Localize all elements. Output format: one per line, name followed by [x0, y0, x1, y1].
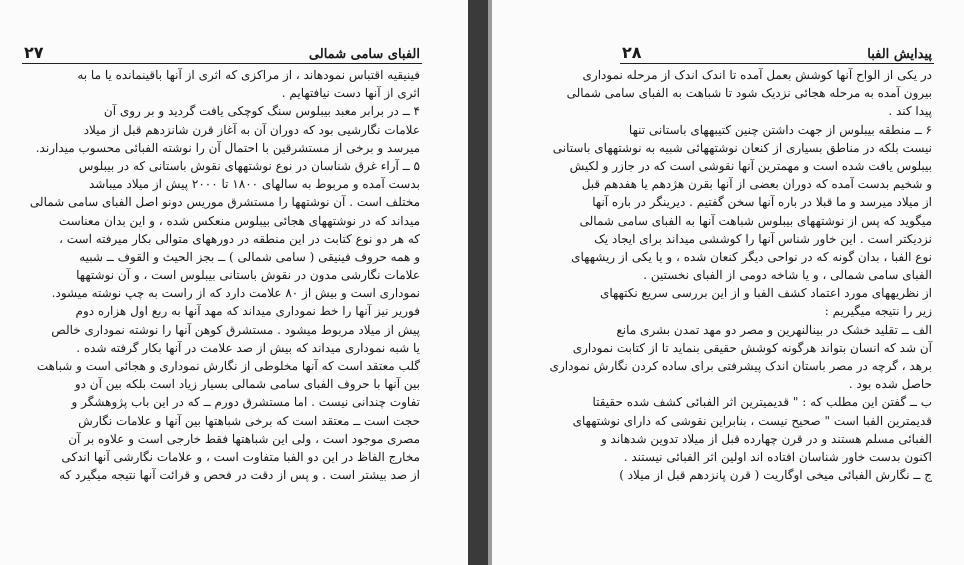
- text-line: قدیمترین الفبا است " صحیح نیست ، بنابراین نقوشی که دارای نوشتههای: [572, 413, 932, 428]
- text-line: پیش از میلاد مربوط میشود . مستشرق کوهن آنها را نوشته نموداری خالص: [51, 322, 420, 337]
- text-line: برهد ، گرچه در مصر باستان اندک پیشرفتی برای ساده کردن نگارش نموداری: [549, 359, 932, 373]
- text-line: الفبائی مسلم هستند و در قرن چهارده قبل از میلاد تدوین شدهاند و: [600, 431, 932, 446]
- text-line: الفبای سامی شمالی ، و یا شاخه دومی از الفبای نخستین .: [643, 268, 932, 283]
- text-line: علامات نگارشیی بود که دوران آن به آغاز قرن شانزدهم قبل از میلاد: [83, 122, 420, 137]
- text-line: بیبلوس یافت شده است و مهمترین آنها نقوشی است که در جازر و لکیش: [569, 158, 932, 173]
- left-page: [0, 0, 468, 565]
- text-line: از نظریههای مورد اعتماد کشف الفبا و از این بررسی سریع نکتههای: [600, 286, 932, 301]
- text-line: میرسد و برخی از مستشرقین با احتمال آن را نوشته الفبائی محسوب میدارند.: [35, 140, 420, 155]
- text-line: بین آنها با حروف الفبای سامی شمالی بسیار زیاد است بلکه بین آن دو: [74, 377, 420, 392]
- text-line: زیر را نتیجه میگیریم :: [824, 304, 932, 319]
- left-body-text: [24, 66, 420, 484]
- text-line: اکنون بدست خاور شناسان افتاده اند اولین اثر الفبائی نیستند .: [623, 449, 932, 464]
- text-line: علامات نگارشی مدون در نقوش باستانی بیبلوس است ، و آن نوشتهها: [76, 268, 420, 283]
- text-line: تفاوت چندانی نیست . اما مستشرق دورم ــ که در این باب پژوهشگر و: [71, 395, 420, 410]
- text-line: ۵ ــ آراء غرق شناسان در نوع نوشتههای نقوش باستانی که در بیبلوس: [78, 158, 420, 173]
- text-line: نزدیکتر است . این خاور شناس آنها را کوششی میداند برای ایجاد یک: [594, 231, 932, 246]
- page-number: ۲۷: [24, 43, 44, 62]
- text-line: اثری از آنها دست نیافتهایم .: [281, 86, 420, 101]
- right-body-text: [549, 66, 932, 484]
- left-page-header: [24, 42, 420, 62]
- page-number: ۲۸: [622, 43, 642, 62]
- text-line: نوع الفبا ، بدان گونه که در نواحی دیگر کنعان شده ، و یا یکی از ریشههای: [571, 249, 932, 264]
- running-title: الفبای سامی شمالی: [308, 47, 420, 62]
- text-line: در یکی از الواح آنها کوشش بعمل آمده تا اندک اندک از مرحله نموداری: [582, 68, 932, 82]
- text-line: از میلاد میرسد و ما قبلا در باره آنها سخن گفتیم . دیرینگر در باره آنها: [592, 195, 932, 210]
- text-line: فوریر نیز آنها را خط نموداری میداند که مهد آنها به ربع اول هزاره دوم: [75, 304, 420, 319]
- text-line: ۶ ــ منطقه بیبلوس از جهت داشتن چنین کتیبههای باستانی تنها: [628, 122, 932, 137]
- running-title: پیدایش الفبا: [867, 47, 932, 62]
- text-line: گلب معتقد است که آنها مخلوطی از نگارش نموداری و هجائی است و شباهت: [36, 359, 420, 373]
- text-line: مختلف است . آن نوشتهها را مستشرق موریس دونو اصل الفبای سامی شمالی: [29, 195, 420, 210]
- text-line: نموداری است و بیش از ۸۰ علامت دارد که از راست به چپ نوشته میشود.: [51, 286, 420, 301]
- right-page-header: [622, 42, 932, 62]
- text-line: ب ــ گفتن این مطلب که : " قدیمیترین اثر الفبائی کشف شده حقیقتا: [592, 395, 932, 410]
- text-line: میگوید که پس از نوشتههای بیبلوس شباهت آنها به الفبای سامی شمالی: [579, 213, 932, 228]
- text-line: که هر دو نوع کتابت در این منطقه در دورههای متوالی بکار میرفته است ،: [59, 231, 420, 246]
- text-line: بدست آمده و مربوط به سالهای ۱۸۰۰ تا ۲۰۰۰ پیش از میلاد میباشد: [89, 177, 420, 192]
- text-line: ۴ ــ در برابر معبد بیبلوس سنگ کوچکی یافت گردید و بر روی آن: [103, 104, 420, 119]
- text-line: مخارج الفاظ در این دو الفبا متفاوت است ، و علامات نگارشی آنها اندکی: [61, 449, 420, 464]
- text-line: یا شبه نموداری میداند که بیش از صد علامت در آنها بکار گرفته شده .: [76, 340, 420, 355]
- text-line: بیرون آمده به مرحله هجائی نزدیک شود تا شباهت به الفبای سامی شمالی: [566, 86, 932, 101]
- header-rule: [620, 63, 934, 64]
- header-rule: [22, 63, 422, 64]
- text-line: پیدا کند .: [888, 104, 932, 119]
- right-page: [492, 0, 964, 565]
- text-line: حجت است ــ معتقد است که برخی شباهتها بین آنها و علامات نگارش: [78, 413, 420, 428]
- text-line: الف ــ تقلید خشک در بینالنهرین و مصر دو مهد تمدن بشری مانع: [616, 322, 932, 337]
- text-line: مصری موجود است ، ولی این شباهتها فقط خارجی است و علاوه بر آن: [68, 431, 420, 446]
- text-line: حاصل شده بود .: [848, 377, 932, 392]
- text-line: از صد بیشتر است . و پس از دقت در فحص و قرائت آنها نتیجه میگیرد که: [59, 468, 420, 483]
- text-line: فینیقیه اقتباس نمودهاند ، از مراکزی که اثری از آنها باقینمانده یا ما به: [77, 68, 420, 82]
- text-line: ج ــ نگارش الفبائی میخی اوگاریت ( قرن پانزدهم قبل از میلاد ): [619, 468, 932, 483]
- text-line: نیست بلکه در مناطق بسیاری از کنعان نوشتههائی شبیه به نوشتههای باستانی: [552, 140, 932, 155]
- text-line: میداند که در نوشتههای هجائی بیبلوس منعکس شده ، و این بدان معناست: [58, 213, 420, 228]
- text-line: و شخیم بدست آمده که دوران بعضی از آنها بقرن هژدهم یا هفدهم قبل: [581, 177, 932, 192]
- text-line: آن شد که انسان بتواند هرگونه کوشش حقیقی بنماید تا از کتابت نموداری: [572, 340, 932, 355]
- text-line: و همه حروف فینیقی ( سامی شمالی ) ــ بجز الحیث و القوف ــ شبیه: [79, 249, 420, 264]
